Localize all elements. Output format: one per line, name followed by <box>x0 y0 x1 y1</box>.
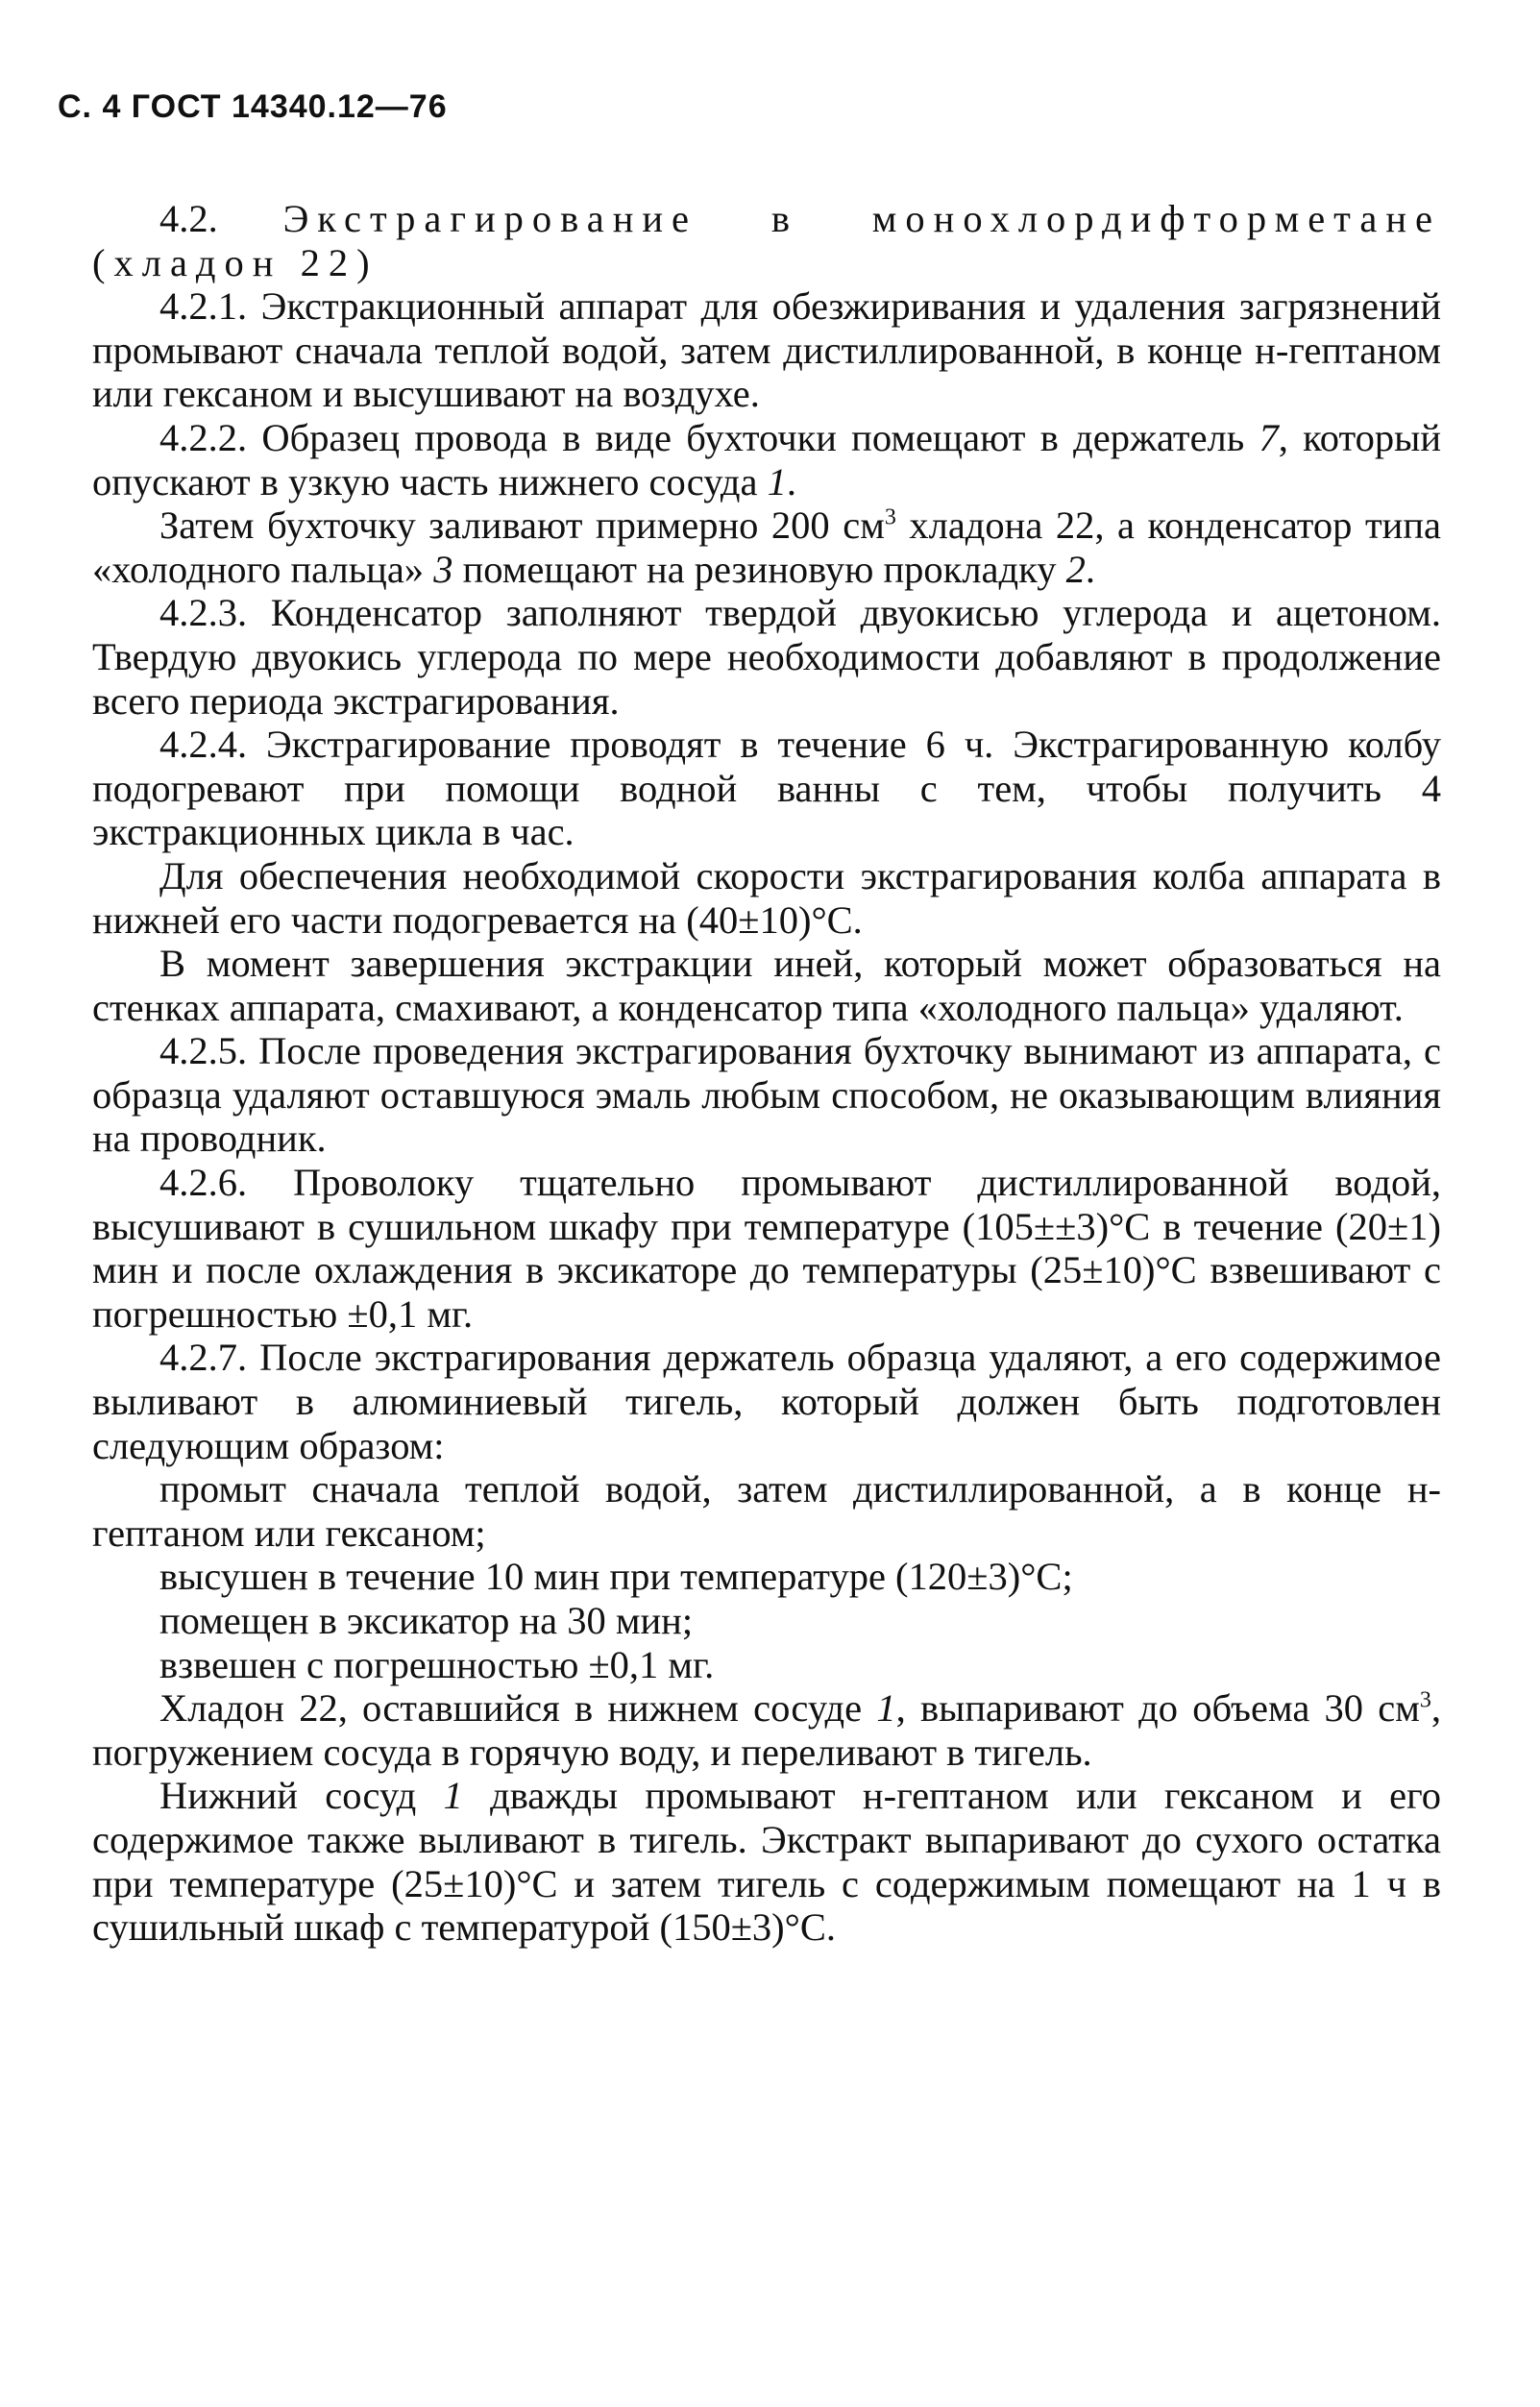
paragraph-zatem-text-a: Затем бухточку заливают примерно 200 см <box>159 504 885 548</box>
list-item: промыт сначала теплой водой, затем дистиллированной, а в конце н-гептаном или гексаном; <box>92 1467 1441 1555</box>
list-item: помещен в эксикатор на 30 мин; <box>159 1599 694 1642</box>
paragraph-nizhniy <box>92 1774 1441 1949</box>
paragraph-4-2-1: 4.2.1. Экстракционный аппарат для обезжиривания и удаления загрязнений промывают сначала теплой водой, затем дистиллированной, в конце н-гептаном или гексаном и высушивают на воздухе. <box>92 284 1441 416</box>
ref-number-3: 3 <box>433 547 453 591</box>
paragraph-4-2-3: 4.2.3. Конденсатор заполняют твердой двуокисью углерода и ацетоном. Твердую двуокись углерода по мере необходимости добавляют в продолжение всего периода экстрагирования. <box>92 591 1441 723</box>
paragraph-nizhniy-text-a: Нижний сосуд <box>159 1774 417 1818</box>
paragraph-hladon-text-b: , выпаривают до объема 30 см <box>895 1686 1420 1731</box>
paragraph-4-2-2-text-a: 4.2.2. Образец провода в виде бухточки помещают в держатель <box>159 415 1245 459</box>
section-number: 4.2. <box>159 197 218 240</box>
paragraph-zatem-end: . <box>1085 547 1095 591</box>
paragraph-hladon <box>92 1686 1441 1774</box>
ref-number-1: 1 <box>767 459 787 504</box>
list-item: высушен в течение 10 мин при температуре (120±3)°С; <box>159 1555 1073 1599</box>
superscript-3: 3 <box>1419 1687 1431 1713</box>
ref-number-7: 7 <box>1259 415 1279 459</box>
paragraph-4-2-2-text-b: , который опускают в узкую часть нижнего сосуда <box>92 415 1441 504</box>
paragraph-hladon-text-a: Хладон 22, оставшийся в нижнем сосуде <box>159 1686 863 1731</box>
paragraph-zatem <box>92 504 1441 591</box>
paragraph-4-2-5: 4.2.5. После проведения экстрагирования бухточку вынимают из аппарата, с образца удаляют оставшуюся эмаль любым способом, не оказывающим влияния на проводник. <box>92 1029 1441 1161</box>
superscript-3: 3 <box>884 504 896 530</box>
page-header: С. 4 ГОСТ 14340.12—76 <box>58 88 448 125</box>
paragraph-4-2-2 <box>92 416 1441 504</box>
ref-number-2: 2 <box>1065 547 1086 591</box>
paragraph-nizhniy-text-b: дважды промывают н-гептаном или гексаном и его содержимое также выливают в тигель. Экстракт выпаривают до сухого остатка при температуре (25±10)°С и затем тигель с содержимым помещают на 1 ч в сушильный шкаф с температурой (150±3)°С. <box>92 1774 1441 1950</box>
paragraph-4-2-2-end: . <box>786 459 796 504</box>
paragraph-zatem-text-b: хладона 22, а конденсатор типа «холодного пальца» <box>92 504 1441 591</box>
section-heading <box>92 197 1441 284</box>
paragraph-hladon-text-c: , погружением сосуда в горячую воду, и переливают в тигель. <box>92 1686 1442 1774</box>
section-title: Экстрагирование в монохлордифторметане (хладон 22) <box>92 197 1441 284</box>
ref-number-1: 1 <box>876 1686 896 1731</box>
document-body <box>92 197 1441 1950</box>
paragraph-4-2-4: 4.2.4. Экстрагирование проводят в течение 6 ч. Экстрагированную колбу подогревают при помощи водной ванны с тем, чтобы получить 4 экстракционных цикла в час. <box>92 723 1441 854</box>
list-item: взвешен с погрешностью ±0,1 мг. <box>159 1642 715 1686</box>
paragraph-4-2-7: 4.2.7. После экстрагирования держатель образца удаляют, а его содержимое выливают в алюминиевый тигель, который должен быть подготовлен следующим образом: <box>92 1336 1441 1467</box>
paragraph-4-2-6: 4.2.6. Проволоку тщательно промывают дистиллированной водой, высушивают в сушильном шкафу при температуре (105±±3)°С в течение (20±1) мин и после охлаждения в эксикаторе до температуры (25±10)°С взвешивают с погрешностью ±0,1 мг. <box>92 1161 1441 1336</box>
paragraph-obespechenie: Для обеспечения необходимой скорости экстрагирования колба аппарата в нижней его части подогревается на (40±10)°С. <box>92 853 1441 942</box>
paragraph-zatem-text-c: помещают на резиновую прокладку <box>452 547 1057 591</box>
ref-number-1: 1 <box>443 1774 463 1818</box>
paragraph-moment: В момент завершения экстракции иней, который может образоваться на стенках аппарата, смахивают, а конденсатор типа «холодного пальца» удаляют. <box>92 942 1441 1029</box>
